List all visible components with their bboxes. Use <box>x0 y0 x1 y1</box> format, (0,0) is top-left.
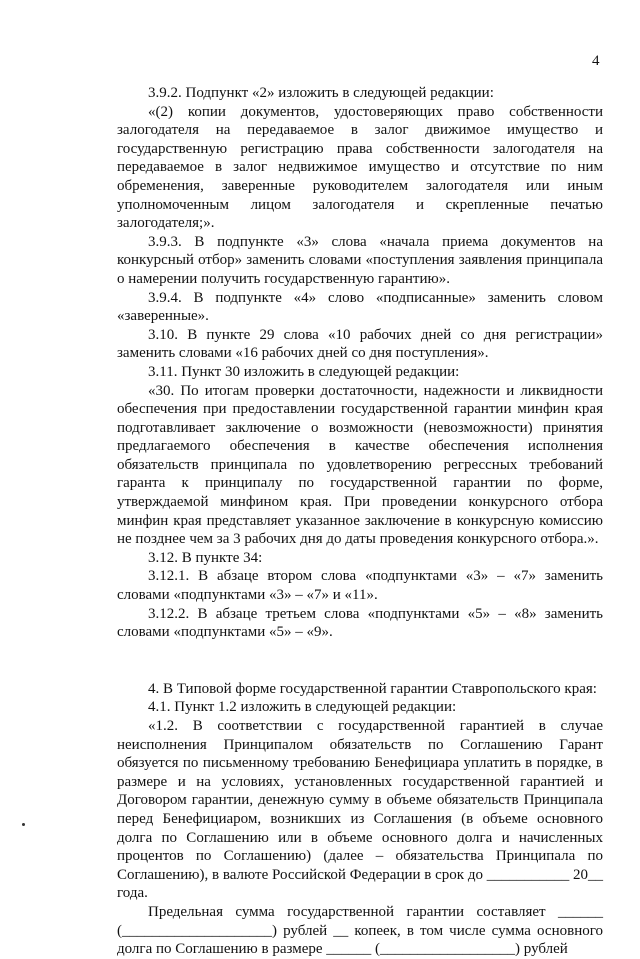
paragraph-3-10: 3.10. В пункте 29 слова «10 рабочих дней со дня регистрации» заменить словами «16 рабочих дней со дня поступления». <box>117 326 603 362</box>
paragraph-3-11: 3.11. Пункт 30 изложить в следующей редакции: <box>148 363 460 380</box>
paragraph-4: 4. В Типовой форме государственной гарантии Ставропольского края: <box>148 680 597 697</box>
paragraph-3-9-2-text: «(2) копии документов, удостоверяющих право собственности залогодателя на передаваемое в залог движимое имущество и государственную регистрацию права собственности залогодателя на передаваемое в залог недвижимое имущество и отсутствие по ним обременения, заверенные руководителем залогодателя или иным уполномоченным лицом залогодателя и скрепленные печатью залогодателя;». <box>117 103 603 232</box>
scan-artifact-dot <box>22 823 25 826</box>
paragraph-3-12-2: 3.12.2. В абзаце третьем слова «подпунктами «5» – «8» заменить словами «подпунктами «5» – «9». <box>117 605 603 641</box>
paragraph-4-1: 4.1. Пункт 1.2 изложить в следующей редакции: <box>148 699 457 716</box>
document-body <box>117 84 603 959</box>
paragraph-3-12-1: 3.12.1. В абзаце втором слова «подпунктами «3» – «7» заменить словами «подпунктами «3» – «7» и «11». <box>117 568 603 604</box>
paragraph-3-12: 3.12. В пункте 34: <box>148 549 263 566</box>
page-number: 4 <box>592 53 600 69</box>
paragraph-limit-amount: Предельная сумма государственной гарантии составляет ______ (____________________) рублей __ копеек, в том числе сумма основного долга по Соглашению в размере ______ (__________________) рублей <box>117 903 603 958</box>
paragraph-3-9-3: 3.9.3. В подпункте «3» слова «начала приема документов на конкурсный отбор» заменить словами «поступления заявления принципала о намерении получить государственную гарантию». <box>117 233 603 287</box>
paragraph-3-9-4: 3.9.4. В подпункте «4» слово «подписанные» заменить словом «заверенные». <box>117 289 603 325</box>
section-spacer <box>117 642 603 680</box>
paragraph-3-9-2: 3.9.2. Подпункт «2» изложить в следующей редакции: <box>148 85 494 101</box>
paragraph-3-11-text: «30. По итогам проверки достаточности, надежности и ликвидности обеспечения при предоставлении государственной гарантии минфин края подготавливает заключение о возможности (невозможности) принятия предлагаемого обеспечения в качестве обеспечения исполнения обязательств принципала по удовлетворению регрессных требований гаранта к принципалу по государственной гарантии по форме, утверждаемой минфином края. При проведении конкурсного отбора минфин края представляет указанное заключение в конкурсную комиссию не позднее чем за 3 рабочих дня до даты проведения конкурсного отбора.». <box>117 382 603 548</box>
paragraph-4-1-text: «1.2. В соответствии с государственной гарантией в случае неисполнения Принципалом обязательств по Соглашению Гарант обязуется по письменному требованию Бенефициара уплатить в порядке, в размере и на условиях, установленных государственной гарантией и Договором гарантии, денежную сумму в объеме обязательств Принципала перед Бенефициаром, возникших из Соглашения (в объеме основного долга по Соглашению или в объеме основного долга и начисленных процентов по Соглашению) (далее – обязательства Принципала по Соглашению), в валюте Российской Федерации в срок до ___________ 20__ года. <box>117 718 603 902</box>
